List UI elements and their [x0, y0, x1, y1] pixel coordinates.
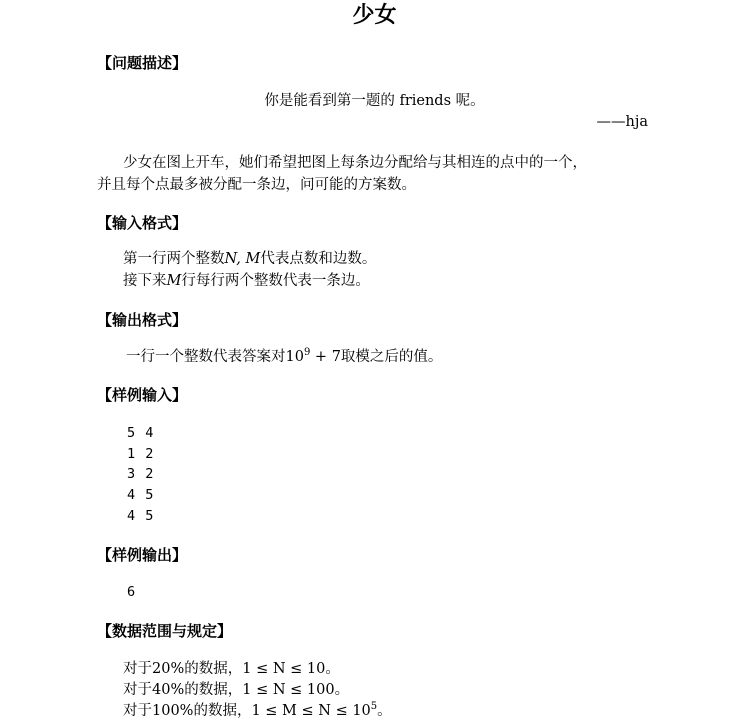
page-title: 少女: [352, 3, 397, 28]
output-format-text: 取模之后的值。: [340, 349, 443, 365]
sample-input-line: 3 2: [127, 466, 155, 482]
constraint-text: 。: [377, 703, 392, 719]
math-base: 10: [285, 349, 304, 365]
math-expression: N, M: [224, 251, 261, 267]
constraint-text: 对于: [123, 703, 152, 719]
constraint-line-2: [123, 681, 349, 699]
section-heading-input-format: 【输入格式】: [97, 214, 188, 232]
constraint-text: 。: [325, 661, 340, 677]
sample-input-line: 5 4: [127, 425, 155, 441]
input-format-line-2: [123, 272, 370, 290]
math-exponent: 5: [370, 701, 378, 712]
constraint-text: 对于: [123, 682, 152, 698]
math-expression: 1 ≤ N ≤ 10: [242, 661, 326, 677]
output-format-text: 一行一个整数代表答案对: [126, 349, 286, 365]
math-exponent: 9: [303, 347, 311, 358]
math-expression: 1 ≤ M ≤ N ≤ 10: [251, 703, 371, 719]
input-format-text: 行每行两个整数代表一条边。: [181, 273, 370, 289]
math-expression: + 7: [310, 349, 341, 365]
constraint-line-3: [123, 702, 392, 720]
section-heading-sample-input: 【样例输入】: [97, 386, 188, 404]
input-format-text: 第一行两个整数: [123, 251, 225, 267]
section-heading-constraints: 【数据范围与规定】: [97, 622, 233, 640]
constraint-text: 的数据，: [193, 703, 252, 719]
constraint-text: 的数据，: [184, 661, 243, 677]
input-format-line-1: [123, 250, 376, 268]
sample-output-line: 6: [127, 584, 137, 600]
epigraph-author: ——hja: [596, 114, 648, 130]
input-format-text: 代表点数和边数。: [260, 251, 377, 267]
constraint-text: 对于: [123, 661, 152, 677]
constraint-text: 。: [334, 682, 350, 698]
input-format-text: 接下来: [123, 273, 167, 289]
section-heading-description: 【问题描述】: [97, 54, 188, 72]
epigraph-quote: 你是能看到第一题的 friends 呢。: [264, 93, 485, 109]
percent-value: 100%: [152, 703, 194, 719]
constraint-line-1: [123, 660, 340, 678]
constraint-text: 的数据，: [184, 682, 243, 698]
description-line-2: 并且每个点最多被分配一条边，问可能的方案数。: [97, 177, 416, 193]
output-format-line: [126, 348, 442, 366]
section-heading-output-format: 【输出格式】: [97, 311, 188, 329]
description-line-1: 少女在图上开车，她们希望把图上每条边分配给与其相连的点中的一个，: [123, 155, 587, 171]
section-heading-sample-output: 【样例输出】: [97, 546, 188, 564]
math-expression: M: [166, 273, 182, 289]
sample-input-line: 4 5: [127, 508, 155, 524]
percent-value: 20%: [152, 661, 185, 677]
sample-input-line: 1 2: [127, 446, 155, 462]
math-expression: 1 ≤ N ≤ 100: [242, 682, 335, 698]
sample-input-line: 4 5: [127, 487, 155, 503]
percent-value: 40%: [152, 682, 185, 698]
